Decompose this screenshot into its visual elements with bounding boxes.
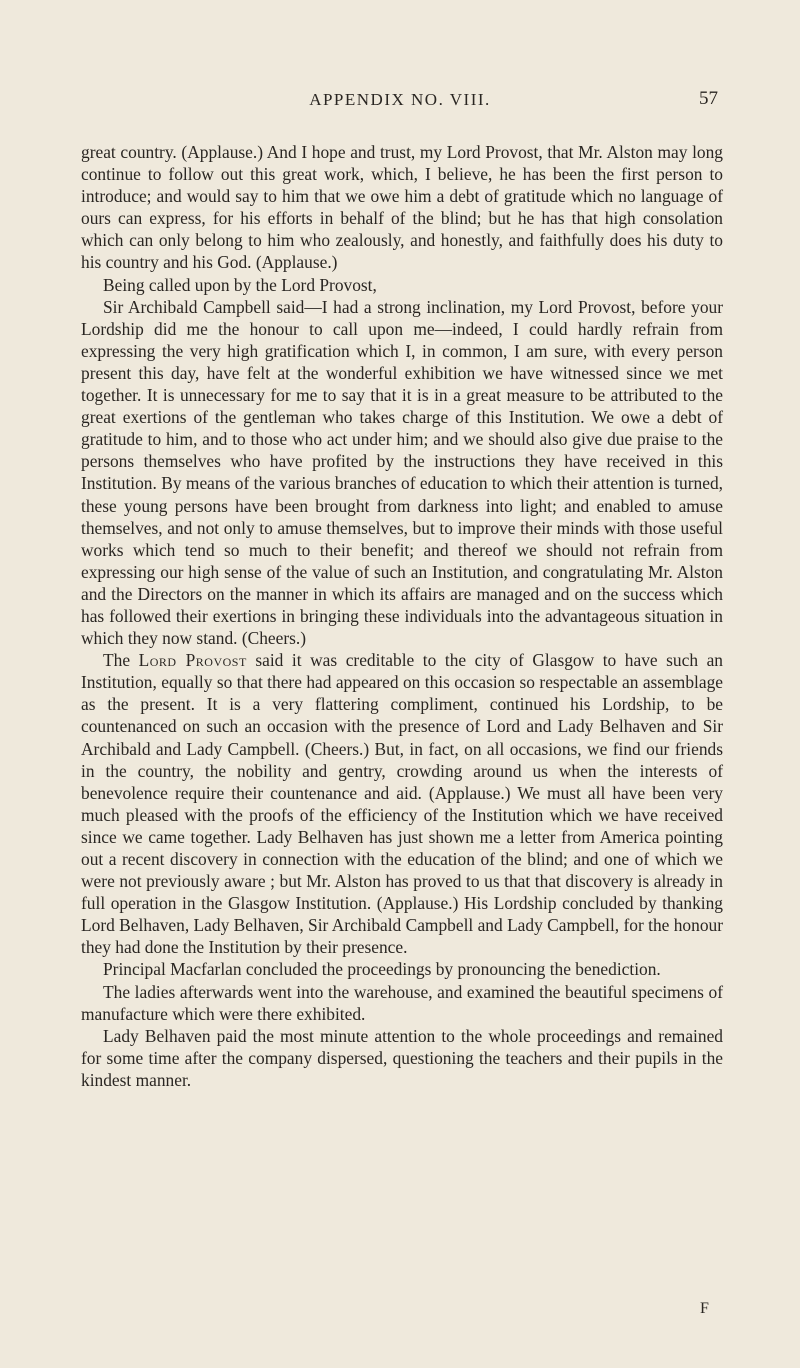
body-text xyxy=(81,141,723,1091)
paragraph xyxy=(81,958,723,980)
running-title: APPENDIX NO. VIII. xyxy=(309,90,491,109)
speaker-name: Lord Provost xyxy=(138,650,247,671)
paragraph-text: The ladies afterwards went into the warehouse, and examined the beautiful specimens of manufacture which were there exhibited. xyxy=(81,981,723,1024)
paragraph-text: great country. (Applause.) And I hope and trust, my Lord Provost, that Mr. Alston may long continue to follow out this great work, which, I believe, he has been the first person to introduce; and would say to him that we owe him a debt of gratitude which no language of ours can express, for his efforts in behalf of the blind; but he has that high consolation which can only belong to him who zealously, and honestly, and faithfully does his duty to his country and his God. (Applause.) xyxy=(81,142,723,273)
paragraph-text: said it was creditable to the city of Glasgow to have such an Institution, equally so that there had appeared on this occasion so respectable an assemblage as the present. It is a very flattering compliment, continued his Lordship, to be countenanced on such an occasion with the presence of Lord and Lady Belhaven and Sir Archibald and Lady Campbell. (Cheers.) But, in fact, on all occasions, we find our friends in the country, the nobility and gentry, crowding around us when the interests of benevolence require their countenance and aid. (Applause.) We must all have been very much pleased with the proofs of the efficiency of the Institution which we have received since we came together. Lady Belhaven has just shown me a letter from America pointing out a recent discovery in connection with the education of the blind; and one of which we were not previously aware ; but Mr. Alston has proved to us that that discovery is already in full operation in the Glasgow Institution. (Applause.) His Lordship concluded by thanking Lord Belhaven, Lady Belhaven, Sir Archibald Campbell and Lady Campbell, for the honour they had done the Institution by their presence. xyxy=(81,650,723,958)
paragraph-text: Principal Macfarlan concluded the proceedings by pronouncing the benediction. xyxy=(103,959,661,980)
paragraph-text: Being called upon by the Lord Provost, xyxy=(103,274,377,295)
paragraph-text: Sir Archibald Campbell said—I had a strong inclination, my Lord Provost, before your Lordship did me the honour to call upon me—indeed, I could hardly refrain from expressing the very high gratification which I, in common, I am sure, with every person present this day, have felt at the wonderful exhibition we have witnessed since we met together. It is unnecessary for me to say that it is in a great measure to be attributed to the great exertions of the gentleman who takes charge of this Institution. We owe a debt of gratitude to him, and to those who act under him; and we should also give due praise to the persons themselves who have profited by the instructions they have received in this Institution. By means of the various branches of education to which their attention is turned, these young persons have been brought from darkness into light; and enabled to amuse themselves, and not only to amuse themselves, but to improve their minds with those useful works which tend so much to their benefit; and thereof we should not refrain from expressing our high sense of the value of such an Institution, and congratulating Mr. Alston and the Directors on the manner in which its affairs are managed and on the success which has followed their exertions in bringing these individuals into the advantageous situation in which they now stand. (Cheers.) xyxy=(81,296,723,649)
page-number: 57 xyxy=(699,88,718,109)
paragraph xyxy=(81,981,723,1025)
paragraph-text: The xyxy=(103,650,139,671)
running-head xyxy=(0,86,800,116)
paragraph xyxy=(81,1025,723,1091)
signature-mark: F xyxy=(700,1300,709,1317)
paragraph xyxy=(81,649,723,958)
paragraph-text: Lady Belhaven paid the most minute attention to the whole proceedings and remained for some time after the company dispersed, questioning the teachers and their pupils in the kindest manner. xyxy=(81,1025,723,1090)
paragraph xyxy=(81,296,723,650)
paragraph xyxy=(81,141,723,274)
paragraph xyxy=(81,274,723,296)
